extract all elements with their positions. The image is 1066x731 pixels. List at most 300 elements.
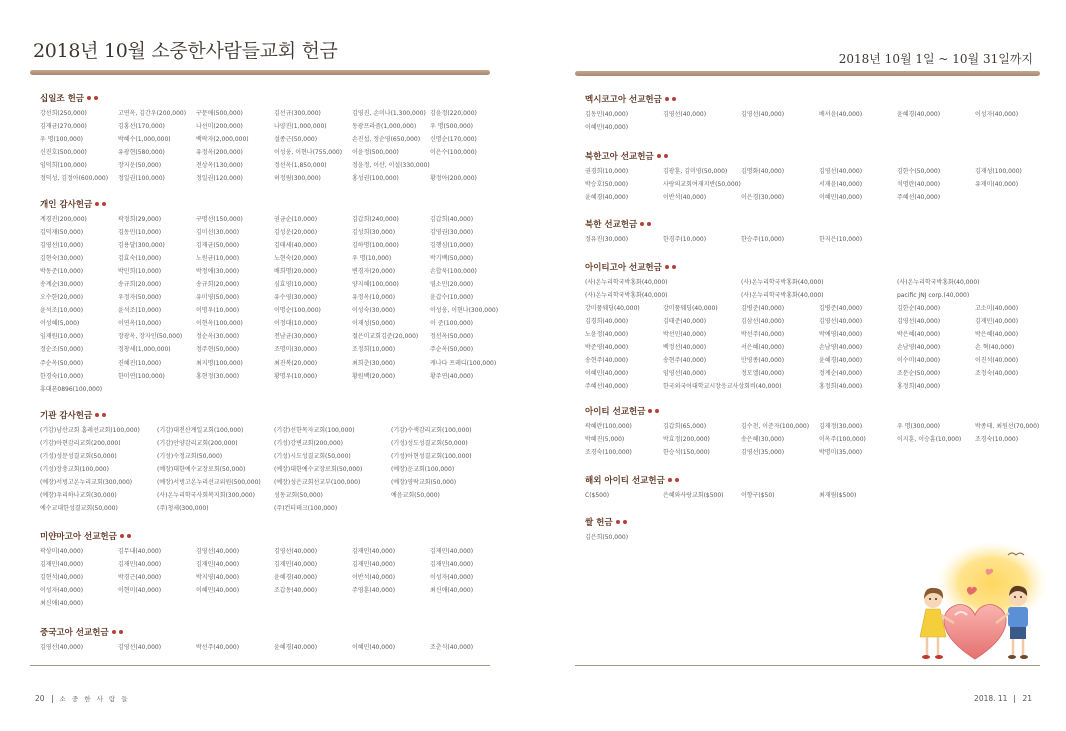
bullet-dot-icon bbox=[94, 96, 98, 100]
bottom-divider bbox=[30, 665, 490, 666]
donor-entry: 김재민(40,000) bbox=[430, 560, 474, 568]
donor-entry: 김성운(20,000) bbox=[274, 228, 318, 236]
donor-entry: 김영진, 손미나(1,300,000) bbox=[352, 109, 426, 117]
donor-row bbox=[40, 172, 508, 185]
donor-entry: 최재림($500) bbox=[819, 491, 857, 499]
bullet-dot-icon bbox=[665, 265, 669, 269]
donor-row bbox=[40, 545, 508, 558]
donor-entry: 김재민(40,000) bbox=[118, 560, 162, 568]
donor-row bbox=[40, 370, 508, 383]
donation-section bbox=[40, 410, 508, 515]
donor-row bbox=[40, 120, 508, 133]
donor-entry: 이반석(40,000) bbox=[663, 193, 707, 201]
donor-entry: 윤혜경(40,000) bbox=[585, 193, 629, 201]
donor-row bbox=[585, 165, 1053, 178]
donor-entry: (기성)장충교회(100,000) bbox=[40, 465, 109, 473]
donor-entry: 박경근(40,000) bbox=[118, 573, 162, 581]
donor-row bbox=[40, 357, 508, 370]
donor-entry: 이진석(40,000) bbox=[975, 357, 1019, 365]
donor-entry: (예장)대한예수교장로회(50,000) bbox=[274, 465, 363, 473]
donation-section bbox=[585, 475, 1053, 502]
donation-section bbox=[585, 406, 1053, 459]
section-heading-text: 중국고아 선교헌금 bbox=[40, 628, 109, 638]
donor-entry: 구명선(150,000) bbox=[196, 215, 243, 223]
donor-entry: 석명란(40,000) bbox=[897, 180, 941, 188]
donor-entry: 김재민(40,000) bbox=[196, 560, 240, 568]
donor-entry: 윤혜경(40,000) bbox=[274, 573, 318, 581]
bullet-dot-icon bbox=[95, 413, 99, 417]
donor-entry: 이지훈, 이승흠(10,000) bbox=[897, 435, 962, 443]
donor-entry: 김삼선(40,000) bbox=[741, 317, 785, 325]
donor-entry: 이성혜(5,000) bbox=[40, 320, 80, 328]
donor-entry: 안영종(40,000) bbox=[741, 357, 785, 365]
donor-entry: 김재균(270,000) bbox=[40, 122, 87, 130]
donor-entry: 오수한(20,000) bbox=[40, 294, 84, 302]
donor-entry: 이재성(50,000) bbox=[352, 320, 396, 328]
donor-row bbox=[40, 317, 508, 330]
donor-list bbox=[40, 545, 508, 610]
donor-row bbox=[40, 330, 508, 343]
donation-section bbox=[585, 219, 1053, 246]
donor-entry: 김광훈, 김미영(50,000) bbox=[663, 167, 728, 175]
section-heading bbox=[585, 517, 1053, 529]
donation-section bbox=[585, 151, 1053, 204]
footer-divider bbox=[1014, 695, 1015, 703]
section-heading bbox=[585, 406, 1053, 418]
donor-entry: 신진호(500,000) bbox=[40, 148, 87, 156]
donor-entry: 김영선(40,000) bbox=[663, 110, 707, 118]
donor-row bbox=[40, 584, 508, 597]
donor-entry: 정계순(40,000) bbox=[819, 370, 863, 378]
donor-entry: 유수영(30,000) bbox=[274, 294, 318, 302]
donor-entry: 김한수(50,000) bbox=[897, 167, 941, 175]
donor-entry: 한국외국어대학교시장응교사상회비(40,000) bbox=[663, 383, 782, 391]
donor-entry: (주)청세(300,000) bbox=[157, 505, 209, 513]
donor-entry: 박은혜(40,000) bbox=[975, 330, 1019, 338]
donor-entry: 유광현(580,000) bbox=[118, 148, 165, 156]
donor-entry: 정덕성, 김정아(600,000) bbox=[40, 174, 109, 182]
donor-entry: 절은미교회김준(20,000) bbox=[352, 333, 419, 341]
donor-entry: 나양진(1,000,000) bbox=[274, 122, 327, 130]
donor-row bbox=[40, 159, 508, 172]
donor-entry: 윤혜경(40,000) bbox=[819, 357, 863, 365]
donor-entry: (사)온누리학국박홍화(40,000) bbox=[741, 278, 824, 286]
donor-entry: 이옥주(100,000) bbox=[819, 435, 866, 443]
donor-entry: 김동민(40,000) bbox=[585, 110, 629, 118]
donor-entry: 김병준(40,000) bbox=[741, 304, 785, 312]
donor-entry: 이혜민(40,000) bbox=[819, 193, 863, 201]
donor-entry: 이현옥(100,000) bbox=[196, 320, 243, 328]
donor-entry: 김윤정(220,000) bbox=[430, 109, 477, 117]
section-heading-text: 멕시코고아 선교헌금 bbox=[585, 95, 662, 105]
section-heading bbox=[585, 475, 1053, 487]
donor-entry: 송계순(30,000) bbox=[40, 280, 84, 288]
donor-entry: 김영선(40,000) bbox=[741, 110, 785, 118]
donor-entry: 송현주(40,000) bbox=[663, 357, 707, 365]
donor-row bbox=[40, 133, 508, 146]
magazine-name: 소 중 한 사 람 들 bbox=[59, 695, 130, 703]
donor-entry: 이향구($50) bbox=[741, 491, 775, 499]
bullet-dot-icon bbox=[668, 478, 672, 482]
donor-entry: 캐나다 프레디(100,000) bbox=[430, 359, 497, 367]
bullet-dot-icon bbox=[95, 202, 99, 206]
donor-entry: (예장)운교회(100,000) bbox=[391, 465, 455, 473]
donor-entry: 박종태, 최원선(70,000) bbox=[975, 422, 1040, 430]
donor-entry: 노윤정(40,000) bbox=[585, 330, 629, 338]
section-heading bbox=[40, 199, 508, 211]
donor-entry: 정일권(100,000) bbox=[118, 174, 165, 182]
donor-entry: 구문애(500,000) bbox=[196, 109, 243, 117]
donor-entry: 진혜진(10,000) bbox=[118, 359, 162, 367]
donor-entry: 고소미(40,000) bbox=[975, 304, 1019, 312]
donor-entry: 곽상미(40,000) bbox=[40, 547, 84, 555]
donor-row bbox=[585, 367, 1053, 380]
donor-entry: 김영권(30,000) bbox=[430, 228, 474, 236]
donor-entry: 최진복(20,000) bbox=[274, 359, 318, 367]
donor-entry: 조정숙(40,000) bbox=[975, 370, 1019, 378]
donor-entry: 임영선(40,000) bbox=[663, 370, 707, 378]
donor-entry: 정창세(1,000,000) bbox=[118, 346, 171, 354]
donor-entry: 이혜민(40,000) bbox=[352, 643, 396, 651]
bullet-dot-icon bbox=[675, 478, 679, 482]
donor-entry: 우 명(100,000) bbox=[40, 135, 83, 143]
bullet-dot-icon bbox=[664, 154, 668, 158]
page-number: 21 bbox=[1022, 694, 1032, 703]
donor-entry: 이정대(10,000) bbox=[274, 320, 318, 328]
donor-row bbox=[40, 450, 508, 463]
donor-entry: 김미선(30,000) bbox=[196, 228, 240, 236]
donor-entry: 김효숙(10,000) bbox=[118, 254, 162, 262]
empty-cell bbox=[819, 276, 897, 289]
donor-row bbox=[585, 433, 1053, 446]
donor-row bbox=[585, 289, 1053, 302]
donor-entry: 이명우(10,000) bbox=[196, 307, 240, 315]
donor-entry: 김영선(35,000) bbox=[741, 448, 785, 456]
donor-row bbox=[40, 476, 508, 489]
donor-entry: 조문순(50,000) bbox=[897, 370, 941, 378]
donor-row bbox=[40, 107, 508, 120]
donor-entry: 이혜민(40,000) bbox=[585, 370, 629, 378]
donor-entry: (예장)대한예수교장로회(50,000) bbox=[157, 465, 246, 473]
donor-entry: 김갑희(240,000) bbox=[352, 215, 399, 223]
donor-entry: 유재미(40,000) bbox=[975, 180, 1019, 188]
donation-section bbox=[585, 94, 1053, 134]
donor-entry: 김재민(40,000) bbox=[274, 560, 318, 568]
donor-entry: 김재민(40,000) bbox=[430, 547, 474, 555]
donor-entry: 우 명(10,000) bbox=[352, 254, 392, 262]
footer-left bbox=[35, 694, 130, 703]
donation-section bbox=[40, 627, 508, 654]
donor-entry: 한승석(150,000) bbox=[663, 448, 710, 456]
donor-entry: 박정애(30,000) bbox=[196, 267, 240, 275]
donor-entry: 사랑의교회여재지반(50,000) bbox=[663, 180, 741, 188]
donor-entry: 정순조(50,000) bbox=[40, 346, 84, 354]
donor-entry: 박은혜(40,000) bbox=[897, 330, 941, 338]
donor-entry: 주순옥(50,000) bbox=[40, 359, 84, 367]
donor-entry: 김재균(50,000) bbox=[196, 241, 240, 249]
donor-row bbox=[585, 354, 1053, 367]
section-heading-text: 아이티고아 선교헌금 bbox=[585, 263, 662, 273]
donor-entry: 이성자(40,000) bbox=[430, 573, 474, 581]
donor-entry: 김은희(50,000) bbox=[585, 533, 629, 541]
donor-entry: 김재민(40,000) bbox=[975, 317, 1019, 325]
donor-row bbox=[40, 502, 508, 515]
donor-entry: 정윤정, 이산, 이설(330,000) bbox=[352, 161, 430, 169]
donor-row bbox=[585, 328, 1053, 341]
donor-entry: (예장)영락교회(50,000) bbox=[391, 478, 457, 486]
donor-row bbox=[40, 146, 508, 159]
donor-entry: 이성자(40,000) bbox=[40, 586, 84, 594]
donor-row bbox=[585, 121, 1053, 134]
donor-entry: 최신애(40,000) bbox=[430, 586, 474, 594]
donor-entry: 김재민(40,000) bbox=[352, 547, 396, 555]
donor-entry: 김영선(40,000) bbox=[819, 167, 863, 175]
donor-entry: 전상옥(130,000) bbox=[196, 161, 243, 169]
donor-entry: 최신애(40,000) bbox=[40, 599, 84, 607]
donor-row bbox=[40, 265, 508, 278]
donor-entry: (기성)수정교회(50,000) bbox=[157, 452, 223, 460]
donor-entry: 허정림(300,000) bbox=[274, 174, 321, 182]
donation-section bbox=[585, 262, 1053, 393]
donor-entry: (사)온누리학국박홍화(40,000) bbox=[897, 278, 980, 286]
bullet-dot-icon bbox=[665, 97, 669, 101]
donor-row bbox=[40, 278, 508, 291]
donor-entry: 이성자(40,000) bbox=[975, 110, 1019, 118]
section-heading-text: 쌀 헌금 bbox=[585, 518, 613, 528]
donor-entry: 배희명(20,000) bbox=[274, 267, 318, 275]
donor-entry: 한승주(10,000) bbox=[741, 235, 785, 243]
donor-entry: 김명화(40,000) bbox=[741, 167, 785, 175]
donor-entry: 양지혜(100,000) bbox=[352, 280, 399, 288]
donor-entry: 김영선(40,000) bbox=[196, 547, 240, 555]
bullet-dot-icon bbox=[119, 630, 123, 634]
donor-entry: 김동민(10,000) bbox=[118, 228, 162, 236]
donor-row bbox=[40, 641, 508, 654]
donor-entry: pacific JNJ corp.(40,000) bbox=[897, 291, 970, 299]
donor-row bbox=[40, 343, 508, 356]
donor-entry: 서재윤(40,000) bbox=[819, 180, 863, 188]
donor-entry: 박지영(40,000) bbox=[196, 573, 240, 581]
section-heading bbox=[40, 410, 508, 422]
donor-entry: 이연옥(10,000) bbox=[118, 320, 162, 328]
kids-heart-illustration bbox=[900, 535, 1050, 665]
donor-entry: 김재민(40,000) bbox=[352, 560, 396, 568]
donor-entry: 황주연(40,000) bbox=[430, 372, 474, 380]
section-heading-text: 북한 선교헌금 bbox=[585, 220, 638, 230]
donor-entry: 최희춘(30,000) bbox=[352, 359, 396, 367]
donation-section bbox=[40, 531, 508, 610]
section-heading bbox=[585, 94, 1053, 106]
donor-entry: 박준영(40,000) bbox=[585, 343, 629, 351]
empty-cell bbox=[741, 178, 819, 191]
donor-entry: 송은혜(30,000) bbox=[741, 435, 785, 443]
donor-entry: 조경숙(10,000) bbox=[975, 435, 1019, 443]
donor-entry: 신명순(170,000) bbox=[430, 135, 477, 143]
donor-entry: 권경희(10,000) bbox=[585, 167, 629, 175]
donor-entry: (예장)성은교회선교부(100,000) bbox=[274, 478, 361, 486]
donor-entry: 백정선(40,000) bbox=[663, 343, 707, 351]
donor-entry: 홍현정(30,000) bbox=[196, 372, 240, 380]
donor-entry: 김성희(30,000) bbox=[352, 228, 396, 236]
donor-entry: 김영선(40,000) bbox=[274, 547, 318, 555]
donor-row bbox=[40, 424, 508, 437]
donor-entry: 이현미(40,000) bbox=[118, 586, 162, 594]
donor-entry: 조정희(10,000) bbox=[352, 346, 396, 354]
donor-entry: 박선주(40,000) bbox=[741, 330, 785, 338]
bullet-dot-icon bbox=[640, 222, 644, 226]
donor-entry: 조춘식(40,000) bbox=[430, 643, 474, 651]
donor-row bbox=[40, 489, 508, 502]
donor-entry: 정선옥(1,850,000) bbox=[274, 161, 327, 169]
donor-entry: 예수교대한성결교회(50,000) bbox=[40, 505, 118, 513]
donor-entry: 이성웅, 이현나(755,000) bbox=[274, 148, 343, 156]
donor-entry: 황원백(20,000) bbox=[352, 372, 396, 380]
bullet-dot-icon bbox=[657, 154, 661, 158]
donor-row bbox=[585, 276, 1053, 289]
donor-entry: 김덕재(50,000) bbox=[40, 228, 84, 236]
donor-entry: 장지운(50,000) bbox=[118, 161, 162, 169]
donor-entry: 김재민(40,000) bbox=[40, 560, 84, 568]
donor-entry: 김재정(30,000) bbox=[819, 422, 863, 430]
donor-entry: 박기백(50,000) bbox=[430, 254, 474, 262]
donor-list bbox=[40, 424, 508, 516]
donor-entry: 김영선(40,000) bbox=[40, 643, 84, 651]
donor-row bbox=[585, 489, 1053, 502]
donor-entry: 이혜민(40,000) bbox=[585, 123, 629, 131]
bullet-dot-icon bbox=[655, 409, 659, 413]
donor-entry: 우 명(500,000) bbox=[430, 122, 473, 130]
donor-entry: 김무내(40,000) bbox=[118, 547, 162, 555]
donor-row bbox=[585, 446, 1053, 459]
donor-entry: (예장)우리하나교회(30,000) bbox=[40, 491, 117, 499]
donor-entry: 곽정희(29,000) bbox=[118, 215, 162, 223]
bullet-dot-icon bbox=[112, 630, 116, 634]
donor-entry: 박선주(40,000) bbox=[196, 643, 240, 651]
donor-entry: 김병준(40,000) bbox=[819, 304, 863, 312]
donor-entry: 박선민(40,000) bbox=[663, 330, 707, 338]
donor-entry: 김현석(40,000) bbox=[40, 573, 84, 581]
donor-entry: 이명순(100,000) bbox=[274, 307, 321, 315]
donor-entry: 정순옥(30,000) bbox=[196, 333, 240, 341]
donor-entry: 주혜선(40,000) bbox=[585, 383, 629, 391]
donor-list bbox=[40, 641, 508, 654]
donation-section bbox=[40, 199, 508, 396]
donor-row bbox=[585, 108, 1053, 121]
donor-entry: 김현숙(30,000) bbox=[40, 254, 84, 262]
donor-entry: 홍정희(40,000) bbox=[897, 383, 941, 391]
donor-entry: (사)온누리학국박홍화(40,000) bbox=[741, 291, 824, 299]
donor-entry: 한경주(10,000) bbox=[663, 235, 707, 243]
donor-row bbox=[585, 178, 1053, 191]
section-heading-text: 기관 감사헌금 bbox=[40, 411, 93, 421]
section-heading bbox=[40, 627, 508, 639]
donor-entry: (예장)서빙고온누리교회(300,000) bbox=[40, 478, 133, 486]
donor-entry: 한지은(10,000) bbox=[819, 235, 863, 243]
donor-entry: 주영훈(40,000) bbox=[352, 586, 396, 594]
donor-entry: 김행심(10,000) bbox=[430, 241, 474, 249]
donor-entry: (기성)아현성결교회(100,000) bbox=[391, 452, 472, 460]
donor-entry: 정모엘(40,000) bbox=[741, 370, 785, 378]
donor-row bbox=[40, 304, 508, 317]
donor-entry: 이 준(100,000) bbox=[430, 320, 473, 328]
donor-row bbox=[40, 558, 508, 571]
donor-list bbox=[585, 420, 1053, 459]
donor-list bbox=[585, 108, 1053, 134]
donor-row bbox=[40, 571, 508, 584]
issue-date: 2018. 11 bbox=[974, 694, 1008, 703]
donor-entry: 심효영(10,000) bbox=[274, 280, 318, 288]
page-number: 20 bbox=[35, 694, 45, 703]
donor-entry: 윤석조(10,000) bbox=[40, 307, 84, 315]
donor-entry: 손합욱(100,000) bbox=[430, 267, 477, 275]
donor-entry: 변경자(20,000) bbox=[352, 267, 396, 275]
section-heading-text: 십일조 헌금 bbox=[40, 94, 85, 104]
donor-row bbox=[585, 233, 1053, 246]
donor-entry: 김태세(40,000) bbox=[274, 241, 318, 249]
donor-entry: 김한순(40,000) bbox=[897, 304, 941, 312]
donor-entry: 김수천, 이준자(100,000) bbox=[741, 422, 810, 430]
donor-entry: 윤갑수(10,000) bbox=[430, 294, 474, 302]
donor-entry: 황명우(10,000) bbox=[274, 372, 318, 380]
section-heading bbox=[40, 93, 508, 105]
donor-row bbox=[40, 437, 508, 450]
donor-entry: 강미품웨딩(40,000) bbox=[663, 304, 718, 312]
donor-entry: 임덕희(100,000) bbox=[40, 161, 87, 169]
donor-entry: 정유진(30,000) bbox=[585, 235, 629, 243]
donor-entry: 박예영(40,000) bbox=[819, 330, 863, 338]
donor-entry: 박효정(200,000) bbox=[663, 435, 710, 443]
donor-entry: 노현숙(20,000) bbox=[274, 254, 318, 262]
donor-entry: 이수미(40,000) bbox=[897, 357, 941, 365]
donor-entry: 서은혜(40,000) bbox=[741, 343, 785, 351]
donor-entry: 설종근(50,000) bbox=[274, 135, 318, 143]
donor-entry: 계경진(200,000) bbox=[40, 215, 87, 223]
bullet-dot-icon bbox=[647, 222, 651, 226]
donor-entry: 나선미(200,000) bbox=[196, 122, 243, 130]
section-heading-text: 해외 아이티 선교헌금 bbox=[585, 476, 665, 486]
donor-entry: 곽혜란(100,000) bbox=[585, 422, 632, 430]
donor-entry: 우 명(300,000) bbox=[897, 422, 940, 430]
bullet-dot-icon bbox=[648, 409, 652, 413]
donor-entry: 조경숙(100,000) bbox=[585, 448, 632, 456]
donor-entry: 김영선(10,000) bbox=[40, 241, 84, 249]
donor-entry: 이반석(40,000) bbox=[352, 573, 396, 581]
donor-row bbox=[40, 291, 508, 304]
donor-row bbox=[585, 302, 1053, 315]
donor-entry: 김영선(40,000) bbox=[897, 317, 941, 325]
donor-entry: (예장)서빙고온누리선교위원(500,000) bbox=[157, 478, 261, 486]
donor-entry: 염소민(20,000) bbox=[430, 280, 474, 288]
donor-entry: (기성)성도성결교회(50,000) bbox=[391, 439, 468, 447]
donor-entry: 한미연(100,000) bbox=[118, 372, 165, 380]
donor-entry: (사)온누리학국사회복지회(300,000) bbox=[157, 491, 255, 499]
section-heading-text: 미얀마고아 선교헌금 bbox=[40, 532, 117, 542]
section-heading bbox=[585, 151, 1053, 163]
donor-entry: 송현주(40,000) bbox=[585, 357, 629, 365]
bullet-dot-icon bbox=[87, 96, 91, 100]
donor-entry: 배서윤(40,000) bbox=[819, 110, 863, 118]
donor-entry: 유미영(50,000) bbox=[196, 294, 240, 302]
bullet-dot-icon bbox=[672, 97, 676, 101]
section-heading-text: 북한고아 선교헌금 bbox=[585, 152, 654, 162]
donor-entry: 손남영(40,000) bbox=[819, 343, 863, 351]
donor-entry: 김선규(300,000) bbox=[274, 109, 321, 117]
donor-entry: 황정아(200,000) bbox=[430, 174, 477, 182]
donor-entry: 손남영(40,000) bbox=[897, 343, 941, 351]
donor-entry: 조갑동(40,000) bbox=[274, 586, 318, 594]
donor-row bbox=[40, 252, 508, 265]
donor-entry: (사)온누리학국박홍화(40,000) bbox=[585, 278, 668, 286]
